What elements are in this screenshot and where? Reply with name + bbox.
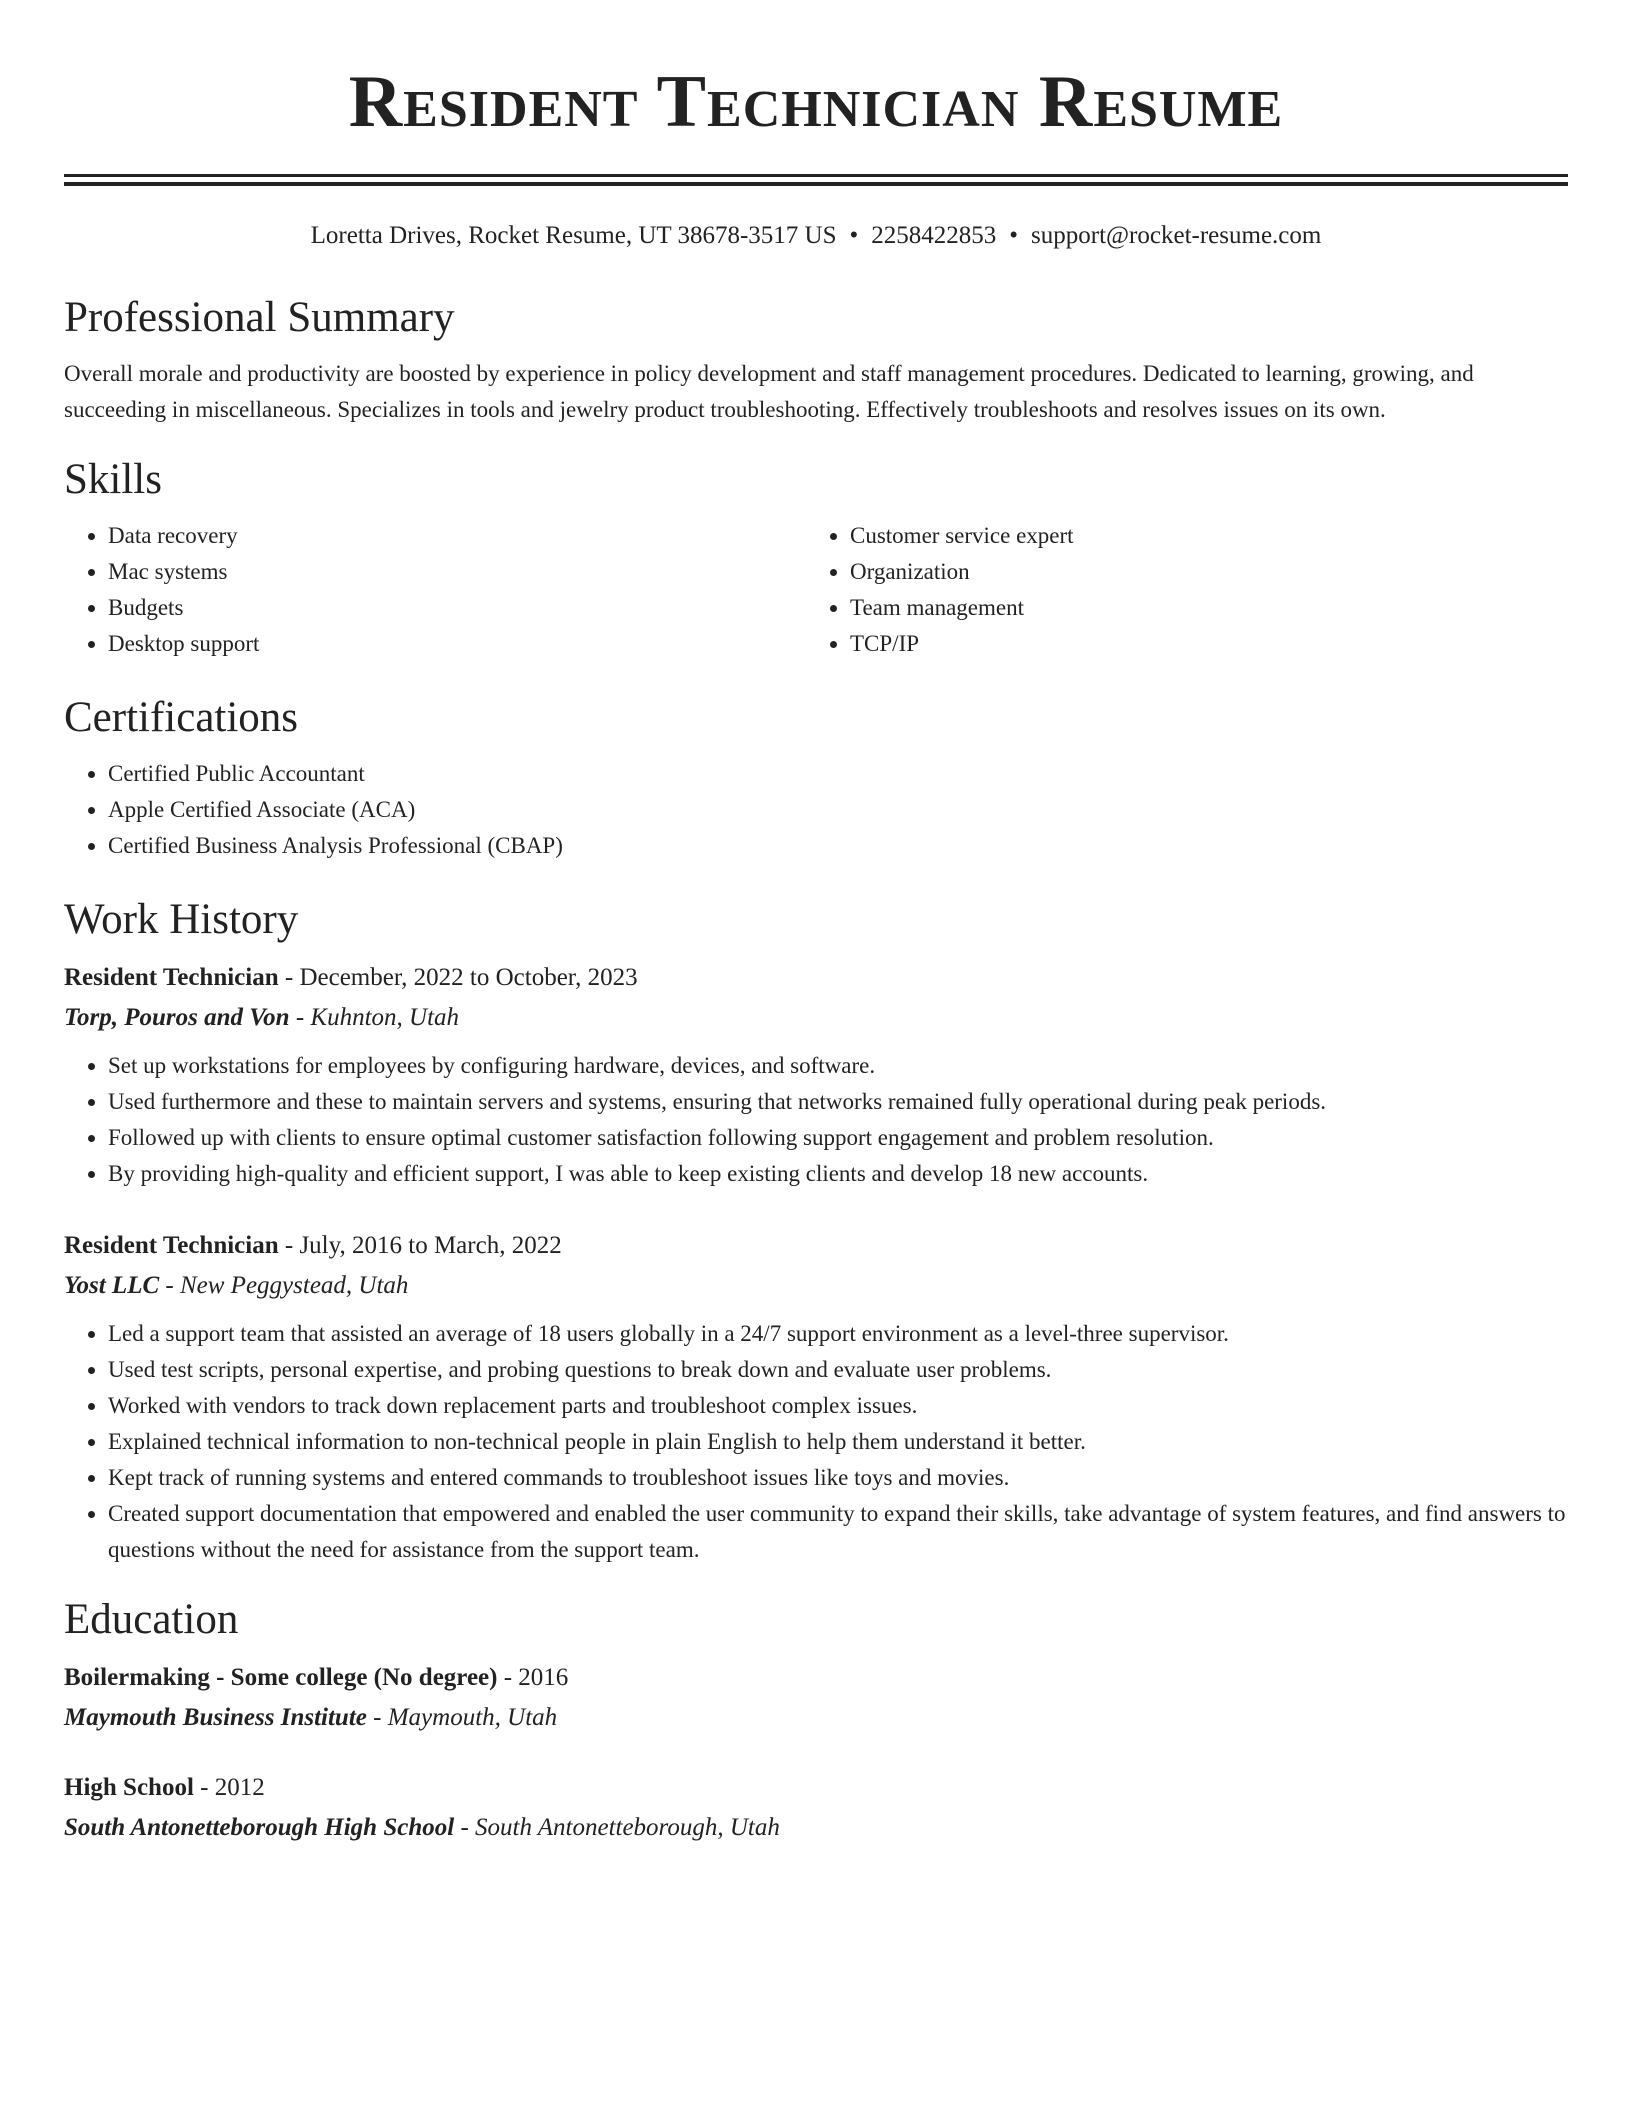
education-entry — [64, 1658, 1568, 1738]
skills-list — [64, 518, 1568, 662]
education-year: - 2016 — [497, 1664, 569, 1691]
skill-item: • Organization — [850, 554, 1548, 590]
job-bullet: • By providing high-quality and efficient support, I was able to keep existing clients and develop 18 new accounts. — [108, 1156, 1568, 1192]
summary-text: Overall morale and productivity are boosted by experience in policy development and staff management procedures. Dedicated to learning, growing, and succeeding in miscellaneous. Specializes in tools and jewelry product troubleshooting. Effectively troubleshoots and resolves issues on its own. — [64, 361, 1474, 422]
job-title: Resident Technician — [64, 964, 279, 991]
contact-line — [64, 220, 1568, 252]
job-company: Yost LLC — [64, 1272, 160, 1299]
job-bullet: • Led a support team that assisted an average of 18 users globally in a 24/7 support environment as a level-three supervisor. — [108, 1316, 1568, 1352]
certification-item: • Certified Public Accountant — [108, 756, 1568, 792]
title-rule-bottom — [64, 182, 1568, 186]
job-bullet: • Used test scripts, personal expertise, and probing questions to break down and evaluate user problems. — [108, 1352, 1568, 1388]
skill-item: • Data recovery — [108, 518, 806, 554]
job-bullet: • Used furthermore and these to maintain servers and systems, ensuring that networks remained fully operational during peak periods. — [108, 1084, 1568, 1120]
education-header — [64, 1658, 1568, 1698]
job-header — [64, 958, 1568, 998]
job-bullet: • Worked with vendors to track down replacement parts and troubleshoot complex issues. — [108, 1388, 1568, 1424]
job-bullet: • Kept track of running systems and entered commands to troubleshoot issues like toys and movies. — [108, 1460, 1568, 1496]
job-employer — [64, 1266, 1568, 1306]
job-header — [64, 1226, 1568, 1266]
job-location: - New Peggystead, Utah — [159, 1272, 409, 1299]
certification-item: • Apple Certified Associate (ACA) — [108, 792, 1568, 828]
job-company: Torp, Pouros and Von — [64, 1004, 290, 1031]
education-school: South Antonetteborough High School — [64, 1814, 455, 1841]
skill-item: • Team management — [850, 590, 1548, 626]
title-rule-top — [64, 174, 1568, 177]
job-employer — [64, 998, 1568, 1038]
certifications-heading: Certifications — [64, 694, 299, 741]
job-bullet: • Created support documentation that empowered and enabled the user community to expand their skills, take advantage of system features, and find answers to questions without the need for assistance from the support team. — [108, 1496, 1568, 1568]
certification-item: • Certified Business Analysis Professional (CBAP) — [108, 828, 1568, 864]
education-degree: High School — [64, 1774, 194, 1801]
summary-heading: Professional Summary — [64, 294, 455, 341]
education-school: Maymouth Business Institute — [64, 1704, 367, 1731]
job-entry — [64, 958, 1568, 1192]
job-location: - Kuhnton, Utah — [289, 1004, 460, 1031]
education-school-line — [64, 1808, 1568, 1848]
job-dates: - July, 2016 to March, 2022 — [278, 1232, 562, 1259]
skill-item: • Budgets — [108, 590, 806, 626]
job-dates: - December, 2022 to October, 2023 — [278, 964, 638, 991]
contact-phone: 2258422853 — [871, 222, 997, 249]
education-entry — [64, 1768, 1568, 1848]
job-bullet: • Explained technical information to non-technical people in plain English to help them understand it better. — [108, 1424, 1568, 1460]
job-bullet: • Set up workstations for employees by configuring hardware, devices, and software. — [108, 1048, 1568, 1084]
job-entry — [64, 1226, 1568, 1568]
skill-item: • Customer service expert — [850, 518, 1548, 554]
contact-separator: • — [1009, 222, 1019, 249]
job-bullets — [64, 1048, 1568, 1192]
education-location: - Maymouth, Utah — [366, 1704, 558, 1731]
skills-column-left — [64, 518, 806, 662]
education-heading: Education — [64, 1596, 239, 1643]
education-degree: Boilermaking - Some college (No degree) — [64, 1664, 498, 1691]
skill-item: • TCP/IP — [850, 626, 1548, 662]
contact-separator: • — [849, 222, 859, 249]
skill-item: • Desktop support — [108, 626, 806, 662]
skills-heading: Skills — [64, 456, 162, 503]
job-title: Resident Technician — [64, 1232, 279, 1259]
education-header — [64, 1768, 1568, 1808]
job-bullets — [64, 1316, 1568, 1568]
skills-column-right — [806, 518, 1548, 662]
skill-item: • Mac systems — [108, 554, 806, 590]
education-school-line — [64, 1698, 1568, 1738]
certifications-list — [64, 756, 1568, 864]
job-bullet: • Followed up with clients to ensure optimal customer satisfaction following support engagement and problem resolution. — [108, 1120, 1568, 1156]
work-history-heading: Work History — [64, 896, 299, 943]
resume-title: Resident Technician Resume — [348, 61, 1284, 143]
education-year: - 2012 — [193, 1774, 265, 1801]
education-location: - South Antonetteborough, Utah — [454, 1814, 780, 1841]
contact-email: support@rocket-resume.com — [1031, 222, 1322, 249]
contact-address: Loretta Drives, Rocket Resume, UT 38678-3517 US — [310, 222, 837, 249]
